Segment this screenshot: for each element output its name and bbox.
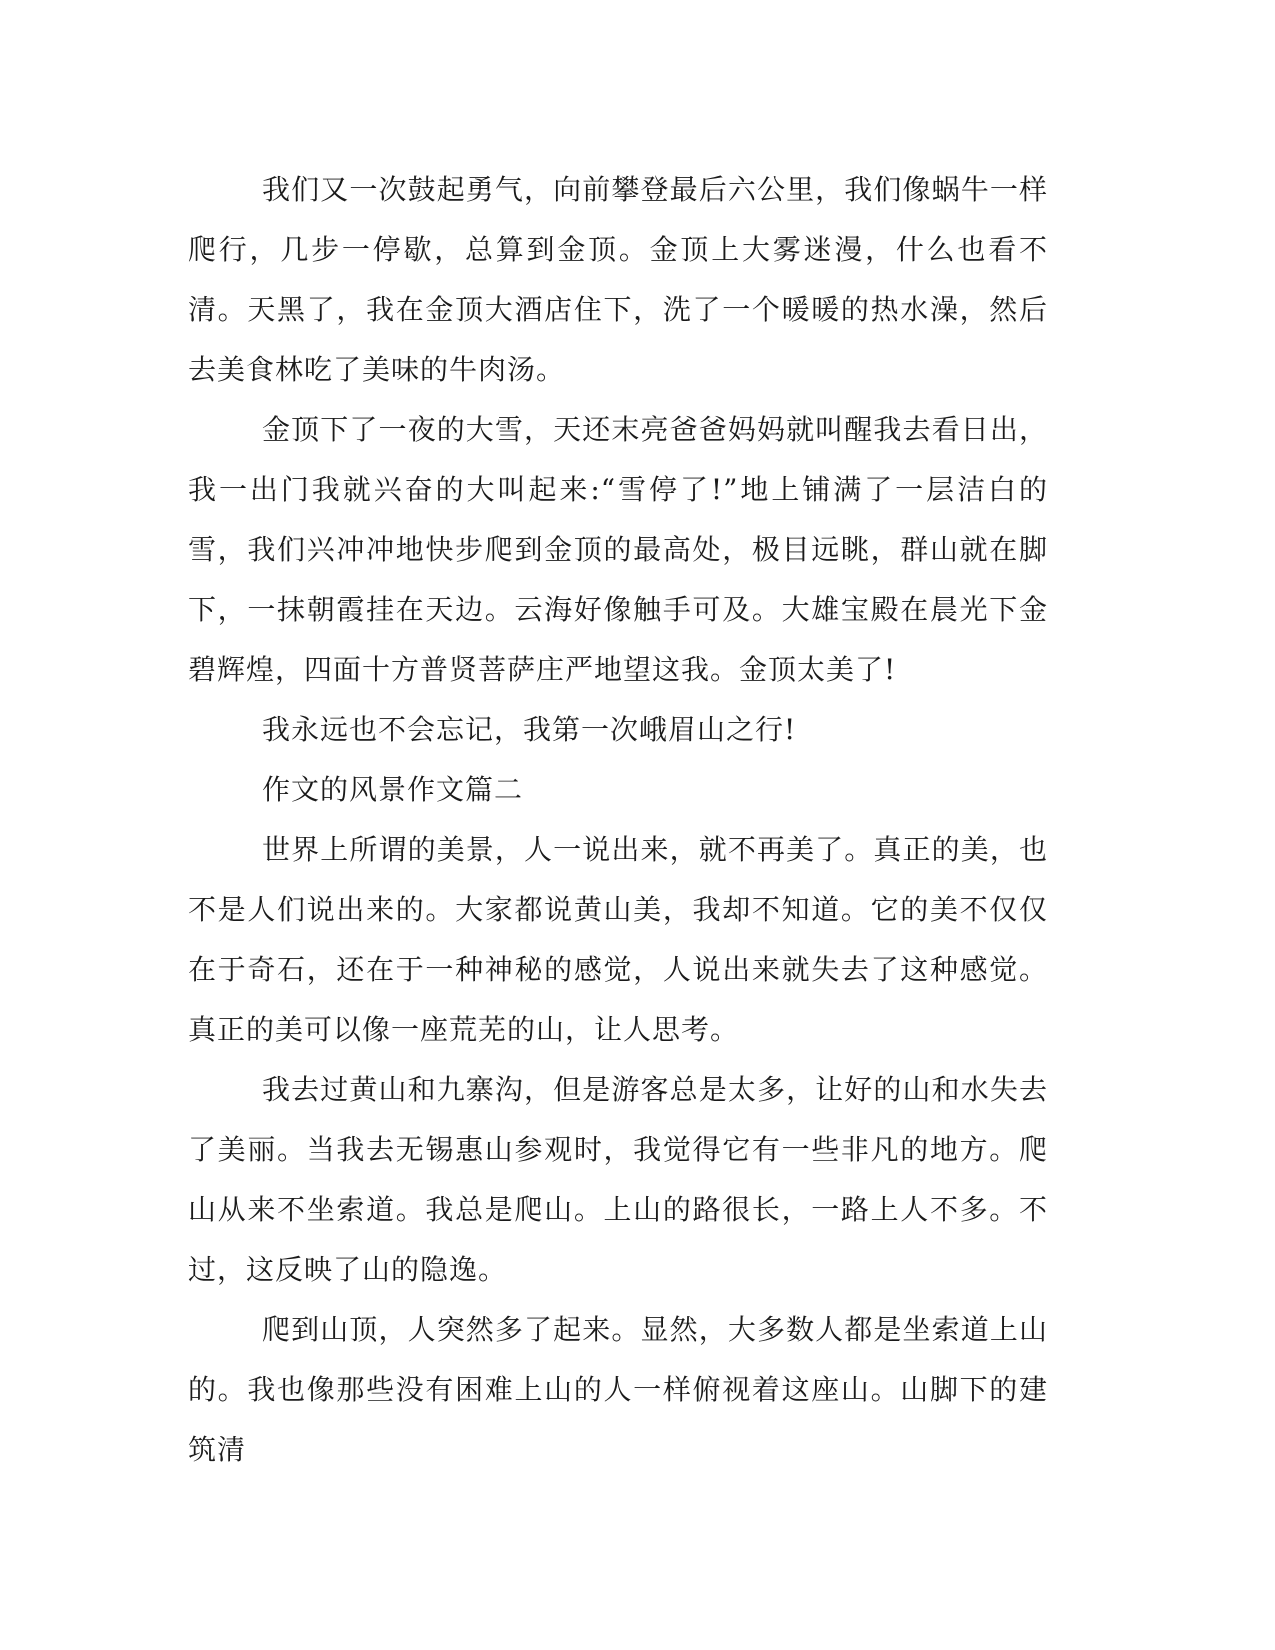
paragraph-emei-memory: 我永远也不会忘记，我第一次峨眉山之行! [262,713,797,746]
document-body [188,160,1048,1480]
paragraph-huishan-visit: 我去过黄山和九寨沟，但是游客总是太多，让好的山和水失去了美丽。当我去无锡惠山参观时，我觉得它有一些非凡的地方。爬山从来不坐索道。我总是爬山。上山的路很长，一路上人不多。不过，这反映了山的隐逸。 [188,1073,1048,1286]
paragraph-jinding-climb: 我们又一次鼓起勇气，向前攀登最后六公里，我们像蜗牛一样爬行，几步一停歇，总算到金顶。金顶上大雾迷漫，什么也看不清。天黑了，我在金顶大酒店住下，洗了一个暖暖的热水澡，然后去美食林吃了美味的牛肉汤。 [188,173,1048,386]
section-heading: 作文的风景作文篇二 [262,773,524,806]
paragraph-true-beauty: 世界上所谓的美景，人一说出来，就不再美了。真正的美，也不是人们说出来的。大家都说黄山美，我却不知道。它的美不仅仅在于奇石，还在于一种神秘的感觉，人说出来就失去了这种感觉。真正的美可以像一座荒芜的山，让人思考。 [188,833,1048,1046]
paragraph-summit: 爬到山顶，人突然多了起来。显然，大多数人都是坐索道上山的。我也像那些没有困难上山的人一样俯视着这座山。山脚下的建筑清 [188,1313,1048,1466]
paragraph-jinding-snow: 金顶下了一夜的大雪，天还末亮爸爸妈妈就叫醒我去看日出，我一出门我就兴奋的大叫起来:“雪停了!”地上铺满了一层洁白的雪，我们兴冲冲地快步爬到金顶的最高处，极目远眺，群山就在脚下，一抹朝霞挂在天边。云海好像触手可及。大雄宝殿在晨光下金碧辉煌，四面十方普贤菩萨庄严地望这我。金顶太美了! [188,413,1048,686]
